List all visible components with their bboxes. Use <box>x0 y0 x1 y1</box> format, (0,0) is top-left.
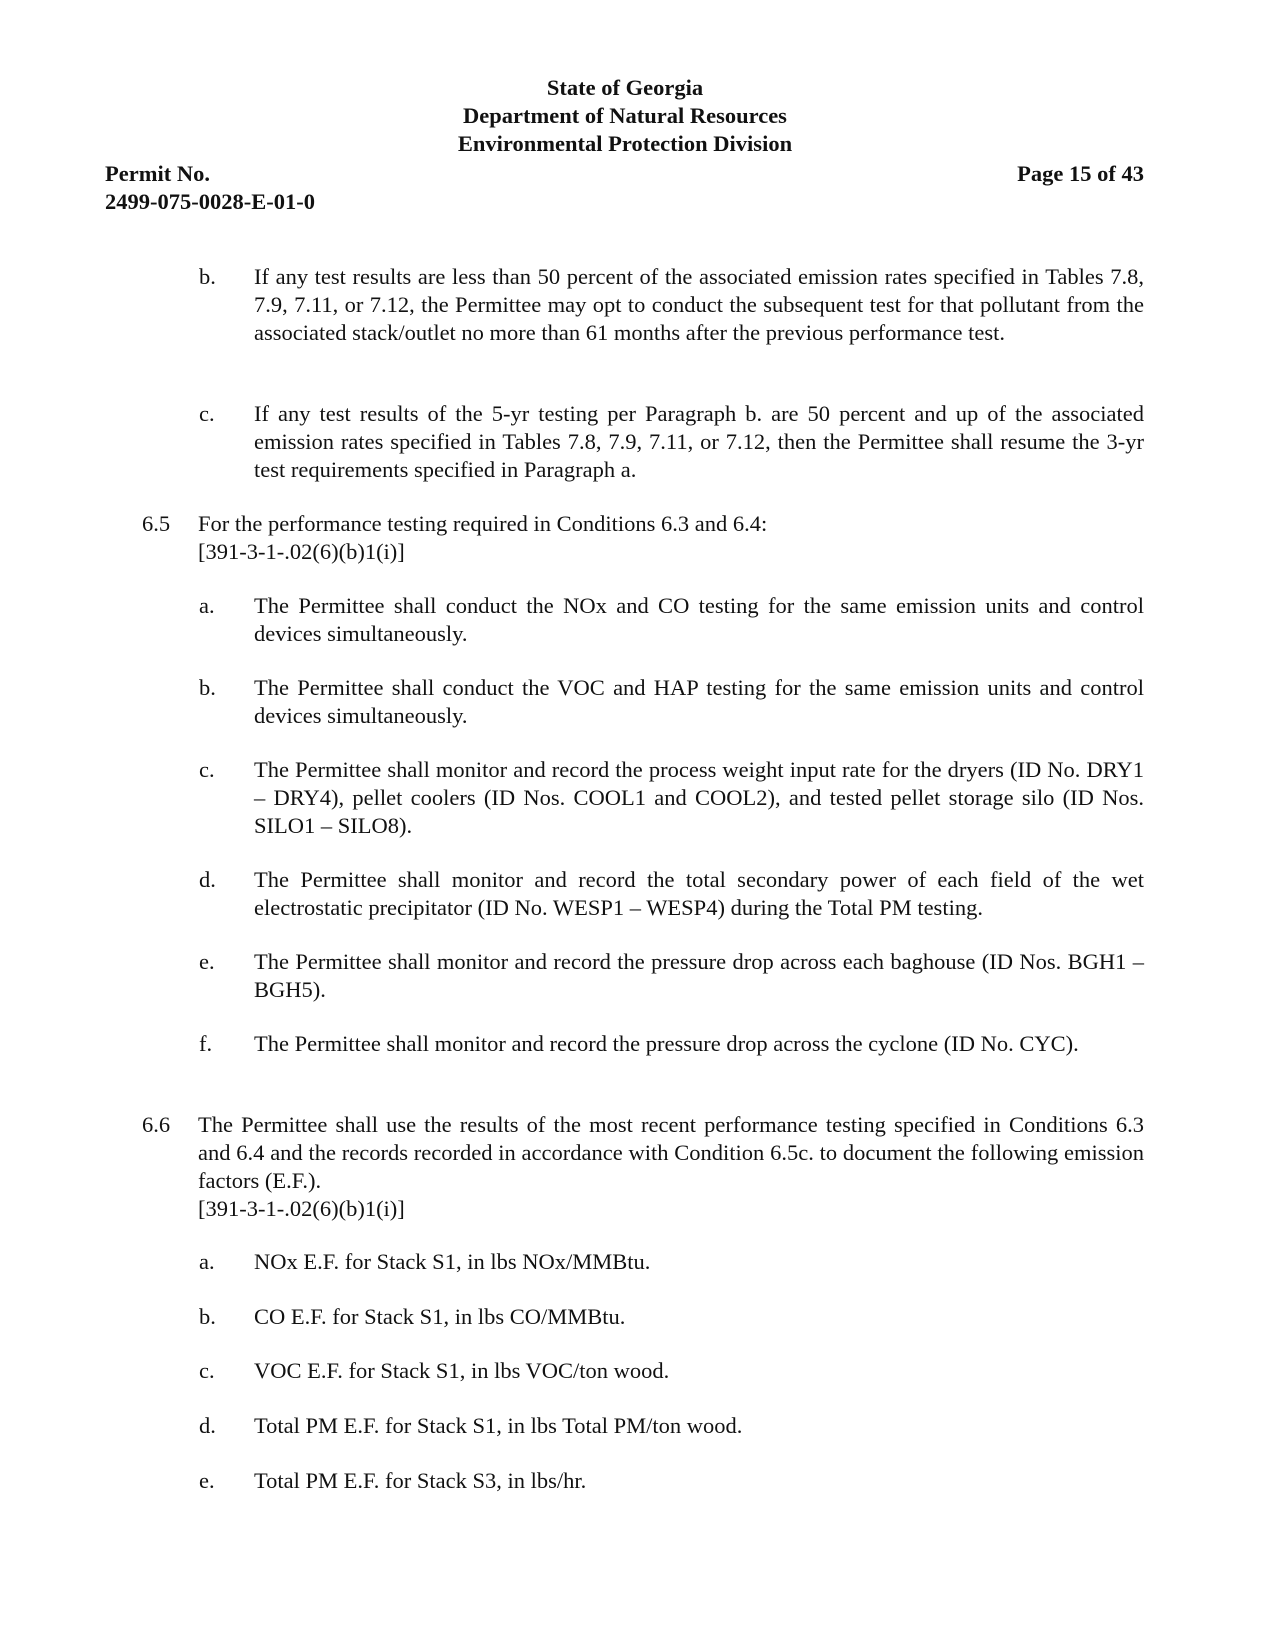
item-number: d. <box>199 1413 216 1438</box>
item-number: a. <box>199 593 215 618</box>
condition-number: 6.5 <box>142 511 171 536</box>
item-text: VOC E.F. for Stack S1, in lbs VOC/ton wood. <box>254 1358 670 1383</box>
permit-block <box>105 160 315 216</box>
item-text: CO E.F. for Stack S1, in lbs CO/MMBtu. <box>254 1304 626 1329</box>
item-text: The Permittee shall conduct the VOC and HAP testing for the same emission units and control devices simultaneously. <box>254 675 1144 728</box>
item-text: NOx E.F. for Stack S1, in lbs NOx/MMBtu. <box>254 1249 651 1274</box>
regulation-citation: [391-3-1-.02(6)(b)1(i)] <box>198 539 405 564</box>
item-number: b. <box>199 675 216 700</box>
header-division: Environmental Protection Division <box>457 131 793 156</box>
item-text: Total PM E.F. for Stack S3, in lbs/hr. <box>254 1468 587 1493</box>
item-number: b. <box>199 264 216 289</box>
permit-label: Permit No. <box>105 161 210 186</box>
condition-number: 6.6 <box>142 1112 171 1137</box>
regulation-citation: [391-3-1-.02(6)(b)1(i)] <box>198 1196 405 1221</box>
item-text: The Permittee shall monitor and record the total secondary power of each field of the wet electrostatic precipitator (ID No. WESP1 – WESP4) during the Total PM testing. <box>254 867 1144 920</box>
header-state: State of Georgia <box>546 75 704 100</box>
item-text: The Permittee shall monitor and record the process weight input rate for the dryers (ID No. DRY1 – DRY4), pellet coolers (ID Nos. COOL1 and COOL2), and tested pellet storage silo (ID Nos. SILO1 – SILO8). <box>254 757 1144 838</box>
item-text: If any test results are less than 50 percent of the associated emission rates specified in Tables 7.8, 7.9, 7.11, or 7.12, the Permittee may opt to conduct the subsequent test for that pollutant from the associated stack/outlet no more than 61 months after the previous performance test. <box>254 264 1144 345</box>
item-text: If any test results of the 5-yr testing per Paragraph b. are 50 percent and up of the associated emission rates specified in Tables 7.8, 7.9, 7.11, or 7.12, then the Permittee shall resume the 3-yr test requirements specified in Paragraph a. <box>254 401 1144 482</box>
header-department: Department of Natural Resources <box>463 103 787 128</box>
condition-text <box>198 1111 1144 1223</box>
item-text: The Permittee shall monitor and record the pressure drop across each baghouse (ID Nos. BGH1 – BGH5). <box>254 949 1144 1002</box>
item-number: b. <box>199 1304 216 1329</box>
condition-body: The Permittee shall use the results of the most recent performance testing specified in Conditions 6.3 and 6.4 and the records recorded in accordance with Condition 6.5c. to document the following emission factors (E.F.). <box>198 1112 1144 1193</box>
item-number: e. <box>199 1468 215 1493</box>
item-text: The Permittee shall monitor and record the pressure drop across the cyclone (ID No. CYC). <box>254 1031 1079 1056</box>
item-number: a. <box>199 1249 215 1274</box>
item-number: c. <box>199 401 215 426</box>
agency-header <box>0 74 1250 158</box>
item-text: The Permittee shall conduct the NOx and CO testing for the same emission units and control devices simultaneously. <box>254 593 1144 646</box>
page-number: Page 15 of 43 <box>1017 161 1144 186</box>
permit-number: 2499-075-0028-E-01-0 <box>105 189 315 214</box>
item-number: c. <box>199 1358 215 1383</box>
item-number: c. <box>199 757 215 782</box>
item-text: Total PM E.F. for Stack S1, in lbs Total PM/ton wood. <box>254 1413 743 1438</box>
condition-body: For the performance testing required in Conditions 6.3 and 6.4: <box>198 511 768 536</box>
item-number: e. <box>199 949 215 974</box>
item-number: f. <box>199 1031 213 1056</box>
item-number: d. <box>199 867 216 892</box>
condition-text <box>198 510 1144 566</box>
